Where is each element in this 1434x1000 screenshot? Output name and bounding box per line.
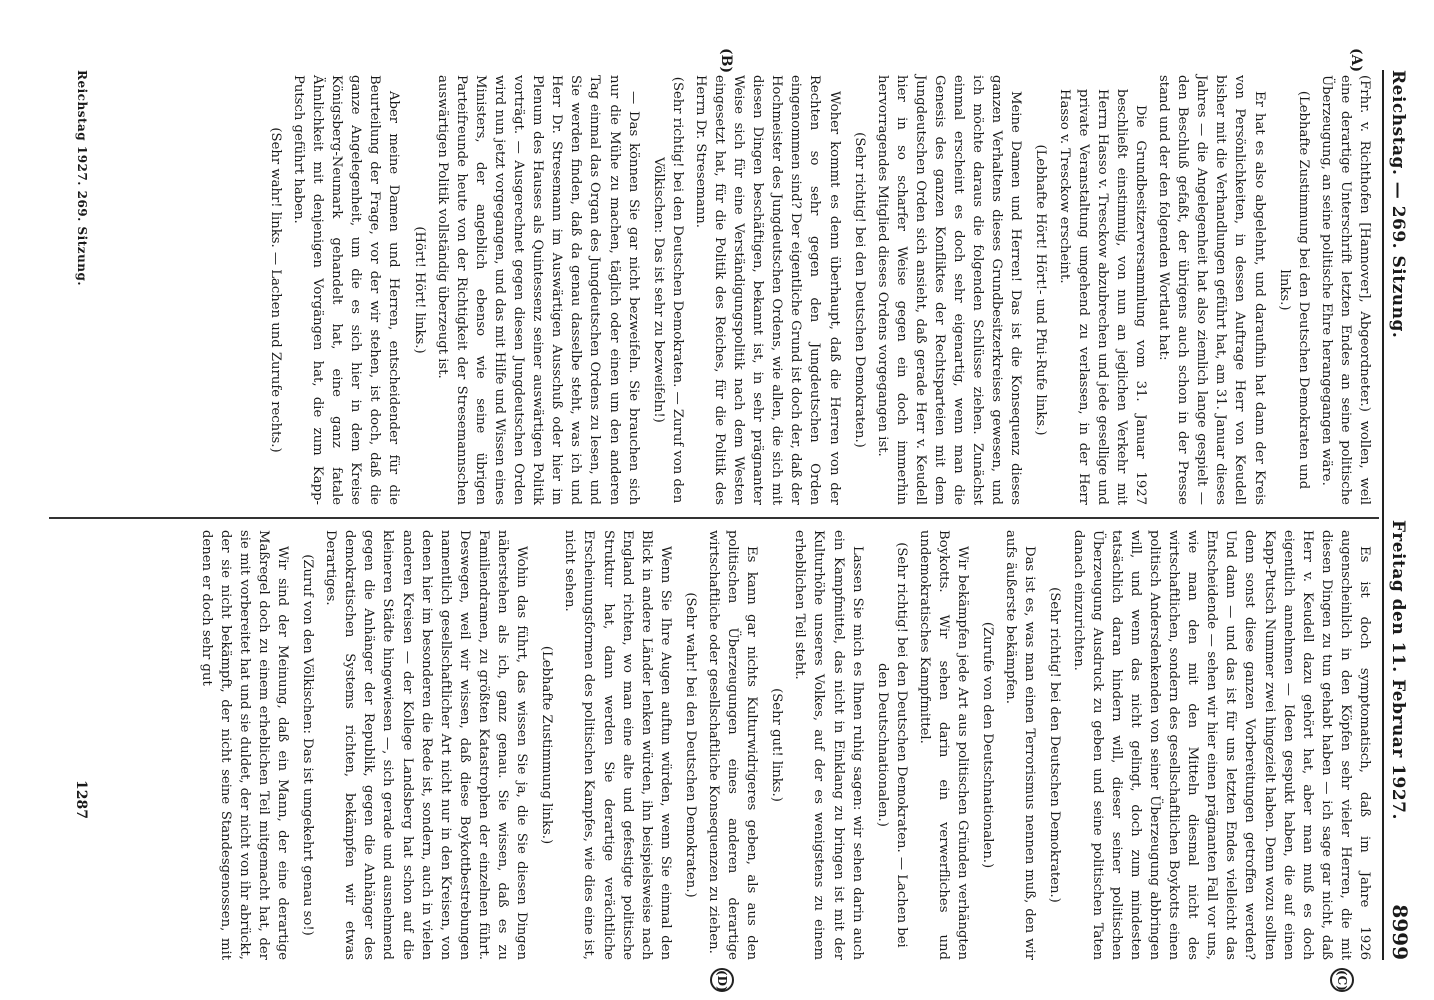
header-session: Reichstag. — 269. Sitzung. xyxy=(1388,70,1408,339)
margin-mark-c: (C) xyxy=(1330,968,1354,992)
paragraph: Wir bekämpfen jede Art aus politischen Gründen verhängten Boykotts. Wir sehen darin ein verwerfliches und undemokratisches Kampfmittel. xyxy=(916,530,971,960)
interjection: (Lebhafte Zustimmung links.) xyxy=(539,645,555,845)
paragraph: Lassen Sie mich es Ihnen ruhig sagen: wir sehen darin auch ein Kampfmittel, das nicht in Einklang zu bringen ist mit der Kulturhöhe unseres Volkes, auf der es wenigstens zu einem erheblichen Teil steht. xyxy=(792,530,865,960)
interjection: (Sehr wahr! links. — Lachen und Zurufe rechts.) xyxy=(267,127,283,453)
interjection: (Zuruf von den Völkischen: Das ist umgekehrt genau so!) xyxy=(300,554,316,936)
paragraph: Aber meine Damen und Herren, entscheidender für die Beurteilung der Frage, vor der wir stehen, ist doch, daß die ganze Angelegenheit, um die es sich hier in dem Kreise Königsberg-Neumark gehandelt hat, eine ganz fatale Ähnlichkeit mit denjenigen Vorgängen hat, die zum Kapp-Putsch geführt haben. xyxy=(291,75,402,505)
footer-session: Reichstag 1927. 269. Sitzung. xyxy=(75,70,89,287)
interjection: (Sehr richtig! bei den Deutschen Demokraten.) xyxy=(1047,587,1063,903)
interjection: (Lebhafte Hört! Hört!- und Pfui-Rufe links.) xyxy=(1033,144,1049,436)
paragraph: Wir sind der Meinung, daß ein Mann, der eine derartige Maßregel doch zu einem erheblichen Teil mitgemacht hat, der sie mit vorbereitet hat und sie duldet, der nicht von ihr abrückt, der sie nicht bekämpft, der nicht seine Standesgenossen, mit denen er doch sehr gut xyxy=(198,530,291,960)
paragraph: Das ist es, was man einen Terrorismus nennen muß, den wir aufs äußerste bekämpfen. xyxy=(1003,530,1038,960)
paragraph: Woher kommt es denn überhaupt, daß die Herren von der Rechten so sehr gegen den Jungdeutschen Orden eingenommen sind? Der eigentliche Grund ist doch der, daß der Hochmeister des Jungdeutschen Ordens, wie allen, die sich mit diesen Dingen beschäftigen, bekannt ist, in sehr prägnanter Weise sich für eine Verständigungspolitik nach dem Westen eingesetzt hat, für die Politik des Reiches, für die Politik des Herrn Dr. Stresemann. xyxy=(692,75,842,505)
interjection: (Hört! Hört! links.) xyxy=(411,226,427,354)
margin-mark-a: (A) xyxy=(1348,48,1364,73)
header-date: Freitag den 11. Februar 1927. xyxy=(1388,520,1408,820)
interjection: (Sehr gut! links.) xyxy=(769,688,785,802)
interjection: (Sehr richtig! bei den Deutschen Demokraten.) xyxy=(851,132,867,448)
paragraph: Wenn Sie Ihre Augen auftun würden, wenn Sie einmal den Blick in andere Länder lenken würden, ihn beispielsweise nach England richten, wo man eine alte und gefestigte politische Struktur hat, dann werden Sie derartige verächtliche Erscheinungsformen des politischen Kampfes, wie dies eine ist, nicht sehen. xyxy=(562,530,673,960)
paragraph: Er hat es also abgelehnt, und daraufhin hat dann der Kreis von Persönlichkeiten, in dessen Auftrage Herr von Keudell bisher mit die Verhandlungen geführt hat, am 31. Januar dieses Jahres — die Angelegenheit hat also ziemlich lange gespielt — den Beschluß gefaßt, der übrigens auch schon in der Presse stand und der den folgenden Wortlaut hat: xyxy=(1156,75,1267,505)
header-page-number: 8999 xyxy=(1388,904,1412,960)
interjection: (Zurufe von den Deutschnationalen.) xyxy=(980,621,996,869)
header-rule xyxy=(1382,70,1384,960)
interjection: (Sehr richtig! bei den Deutschen Demokraten. — Lachen bei den Deutschnationalen.) xyxy=(874,542,909,948)
paragraph: — Das können Sie gar nicht bezweifeln. Sie brauchen sich nur die Mühe zu machen, täglich oder einen um den anderen Tag einmal das Organ des Jungdeutschen Ordens zu lesen, und Sie werden finden, daß da genau dasselbe steht, was ich und Herr Dr. Stresemann im Auswärtigen Ausschuß oder hier im Plenum des Hauses als Quintessenz seiner auswärtigen Politik vorträgt. — Ausgerechnet gegen diesen Jungdeutschen Orden wird nun jetzt vorgegangen, und das mit Hilfe und Wissen eines Ministers, der angeblich ebenso wie seine übrigen Parteifreunde heute von der Richtigkeit der Stresemannschen auswärtigen Politik vollständig überzeugt ist. xyxy=(434,75,641,505)
quoted-resolution: Die Grundbesitzerversammlung vom 31. Januar 1927 beschließt einstimmig, von nun an jeglichen Verkehr mit Herrn Hasso v. Tresckow abzubrechen und jede gesellige und private Veranstaltung umgehend zu verlassen, in der Herr Hasso v. Tresckow erscheint. xyxy=(1056,89,1148,505)
paragraph: Meine Damen und Herren! Das ist die Konsequenz dieses ganzen Verhaltens dieses Grundbesitzerkreises gewesen, und ich möchte daraus die folgenden Schlüsse ziehen. Zunächst einmal erscheint es doch sehr eigenartig, wenn man die Genesis des ganzen Konfliktes der Rechtsparteien mit dem Jungdeutschen Orden sich ansieht, daß gerade Herr v. Keudell hier in so scharfer Weise gegen ein doch immerhin hervorragendes Mitglied dieses Ordens vorgegangen ist. xyxy=(874,75,1024,505)
margin-mark-d: (D) xyxy=(710,968,734,992)
interjection: (Sehr richtig! bei den Deutschen Demokraten. — Zuruf von den Völkischen: Das ist sehr zu bezweifeln!) xyxy=(650,76,685,504)
interjection: (Sehr wahr! bei den Deutschen Demokraten.) xyxy=(682,592,698,898)
column-divider xyxy=(49,517,1379,519)
paragraph: Es ist doch symptomatisch, daß im Jahre 1926 augenscheinlich in den Köpfen sehr vieler Herren, die mit diesen Dingen zu tun gehabt haben — ich sage gar nicht, daß Herr v. Keudell dazu gehört hat, aber man muß es doch eigentlich annehmen — Ideen gespukt haben, die auf einen Kapp-Putsch Nummer zwei hingezielt haben. Denn wozu sollten denn sonst diese ganzen Vorbereitungen getroffen werden? Und dann — und das ist für uns letzten Endes vielleicht das Entscheidende — sehen wir hier einen prägnanten Fall vor uns, wie man den mit den Mitteln diesmal nicht des wirtschaftlichen, sondern des gesellschaftlichen Boykotts einen politisch Andersdenkenden von seiner Überzeugung abbringen will, und wenn das nicht gelingt, doch zum mindesten tatsächlich daran hindern will, dieser seiner politischen Überzeugung Ausdruck zu geben und seine politischen Taten danach einzurichten. xyxy=(1070,530,1372,960)
right-column xyxy=(193,530,1374,960)
paragraph: Es kann gar nichts Kulturwidrigeres geben, als aus den politischen Überzeugungen eines anderen derartige wirtschaftliche oder gesellschaftliche Konsequenzen zu ziehen. xyxy=(706,530,760,960)
margin-mark-b: (B) xyxy=(718,48,734,74)
left-column xyxy=(260,75,1374,505)
footer-page-number: 1287 xyxy=(73,780,89,819)
paragraph: Wohin das führt, das wissen Sie ja, die Sie diesen Dingen näherstehen als ich, ganz genau. Sie wissen, daß es zu Familiendramen, zu größten Katastrophen der einzelnen führt. Deswegen, weil wir wissen, daß diese Boykottbestrebungen namentlich gesellschaftlicher Art nicht nur in den Kreisen, von denen hier im besonderen die Rede ist, sondern, auch in vielen anderen Kreisen — der Kollege Landsberg hat schon auf die kleineren Städte hingewiesen —, sich gerade und ausnehmend gegen die Anhänger der Republik, gegen die Anhänger des demokratischen Systems richten, bekämpfen wir etwas Derartiges. xyxy=(323,530,530,960)
paragraph: (Frhr. v. Richthofen [Hannover], Abgeordneter.) wollen, weil eine derartige Unterschrift letzten Endes an seine politische Überzeugung, an seine politische Ehre herangegangen wäre. xyxy=(1318,75,1372,505)
interjection: (Lebhafte Zustimmung bei den Deutschen Demokraten und links.) xyxy=(1276,90,1311,490)
